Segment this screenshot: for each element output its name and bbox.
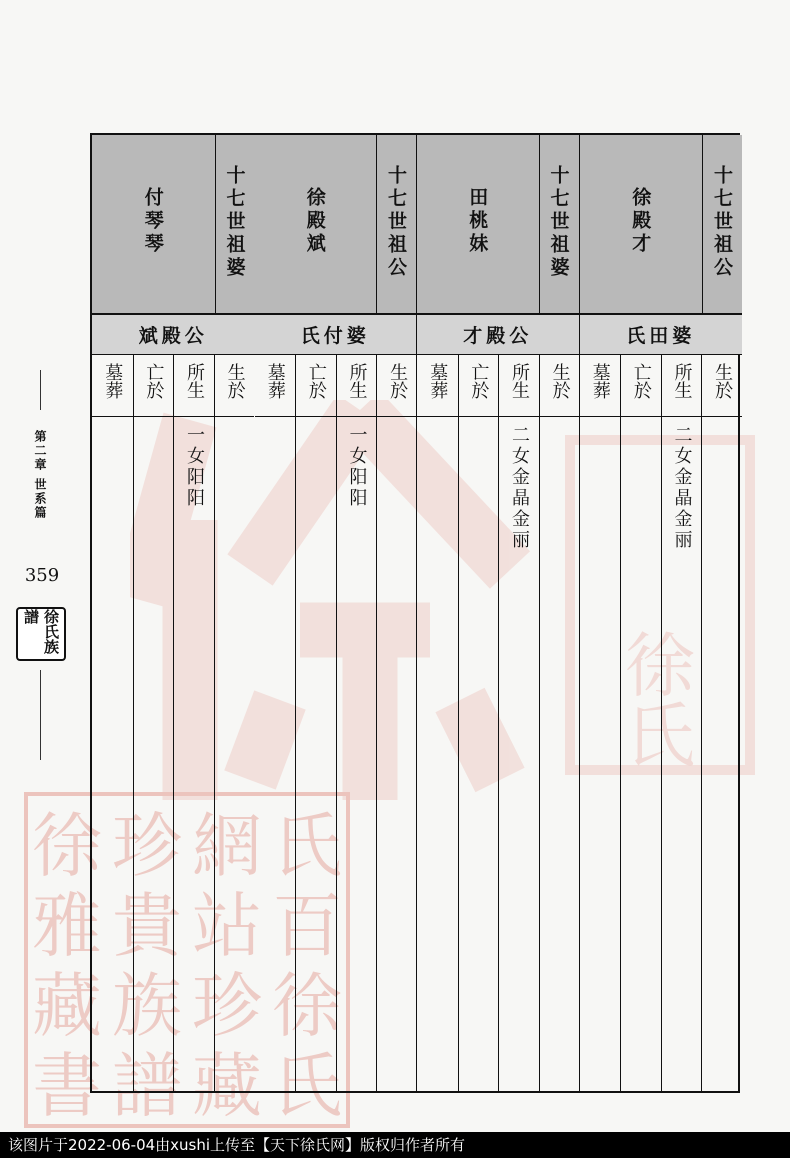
genealogy-seal <box>16 607 66 661</box>
person-header <box>92 135 255 315</box>
buried-label: 墓葬 <box>264 363 286 399</box>
buried-label: 墓葬 <box>102 363 124 399</box>
born-label: 生於 <box>224 363 246 399</box>
person-name: 徐殿才 <box>629 187 652 256</box>
buried-label: 墓葬 <box>589 363 611 399</box>
page-number: 359 <box>24 565 60 586</box>
buried-label: 墓葬 <box>427 363 449 399</box>
person-group-1 <box>580 135 743 1091</box>
margin-rule-top <box>40 370 41 410</box>
svg-text:徐: 徐 <box>625 625 695 707</box>
children-value: 一女阳阳 <box>346 425 368 509</box>
svg-text:徐: 徐 <box>272 965 342 1047</box>
upload-notice-footer: 该图片于2022-06-04由xushi上传至【天下徐氏网】版权归作者所有 <box>0 1132 790 1158</box>
person-name: 田桃妹 <box>466 187 489 256</box>
svg-text:站: 站 <box>192 885 262 967</box>
children-value: 二女金晶金丽 <box>671 425 693 551</box>
person-group-3 <box>255 135 418 1091</box>
svg-text:徐: 徐 <box>32 805 102 887</box>
generation-title: 十七世祖公 <box>711 165 733 280</box>
spouse-label: 斌殿公 <box>92 315 255 355</box>
died-label: 亡於 <box>630 363 652 399</box>
children-value: 二女金晶金丽 <box>508 425 530 551</box>
svg-text:網: 網 <box>192 805 262 887</box>
svg-text:藏: 藏 <box>192 1045 262 1127</box>
generation-title: 十七世祖婆 <box>547 165 570 280</box>
svg-text:珍: 珍 <box>112 805 182 887</box>
seal-text: 徐氏族譜 <box>22 609 60 654</box>
spouse-label: 氏付婆 <box>255 315 417 355</box>
spouse-label: 才殿公 <box>417 315 579 355</box>
person-name: 付琴琴 <box>141 187 164 256</box>
page-margin <box>0 360 80 780</box>
svg-text:氏: 氏 <box>272 1045 342 1127</box>
spouse-label: 氏田婆 <box>580 315 743 355</box>
children-label: 所生 <box>671 363 693 399</box>
svg-text:氏: 氏 <box>625 695 695 777</box>
generation-title: 十七世祖公 <box>385 165 407 280</box>
svg-text:百: 百 <box>272 885 342 967</box>
children-label: 所生 <box>508 363 530 399</box>
person-header <box>580 135 743 315</box>
svg-text:族: 族 <box>112 965 182 1047</box>
person-header <box>255 135 417 315</box>
children-label: 所生 <box>183 363 205 399</box>
generation-title: 十七世祖婆 <box>223 165 246 280</box>
svg-text:氏: 氏 <box>272 805 342 887</box>
margin-rule-bottom <box>40 670 41 760</box>
born-label: 生於 <box>387 363 409 399</box>
person-group-4 <box>92 135 255 1091</box>
died-label: 亡於 <box>468 363 490 399</box>
chapter-title: 第二章 世系篇 <box>33 430 47 521</box>
died-label: 亡於 <box>143 363 165 399</box>
svg-text:譜: 譜 <box>112 1045 182 1127</box>
genealogy-table <box>90 133 740 1093</box>
svg-text:書: 書 <box>32 1045 102 1127</box>
svg-text:雅: 雅 <box>32 885 102 967</box>
children-value: 一女阳阳 <box>183 425 205 509</box>
children-label: 所生 <box>346 363 368 399</box>
person-group-2 <box>417 135 580 1091</box>
svg-text:珍: 珍 <box>192 965 262 1047</box>
died-label: 亡於 <box>305 363 327 399</box>
person-name: 徐殿斌 <box>303 187 326 256</box>
svg-text:貴: 貴 <box>112 885 182 967</box>
person-header <box>417 135 579 315</box>
svg-text:藏: 藏 <box>32 965 102 1047</box>
born-label: 生於 <box>549 363 571 399</box>
born-label: 生於 <box>712 363 734 399</box>
